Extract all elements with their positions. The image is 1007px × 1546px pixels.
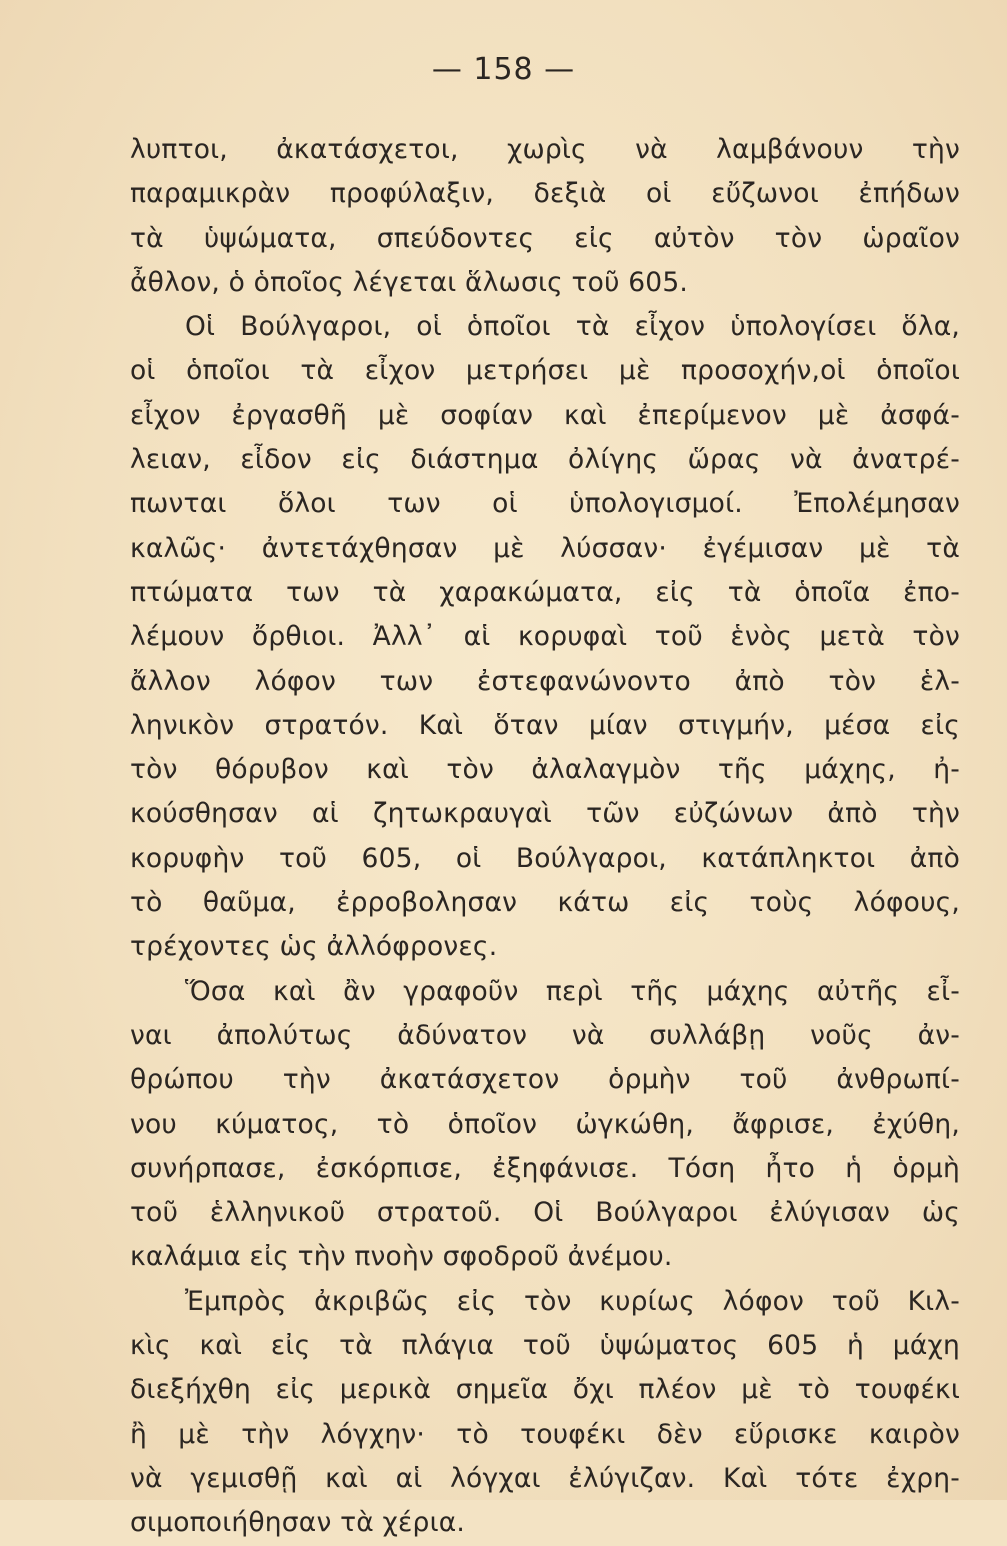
text-line: πωνται ὅλοι των οἱ ὑπολογισμοί. Ἐπολέμησαν: [130, 488, 960, 520]
text-line: Ὅσα καὶ ἂν γραφοῦν περὶ τῆς μάχης αὐτῆς εἶ-: [185, 975, 960, 1007]
text-line: παραμικρὰν προφύλαξιν, δεξιὰ οἱ εὔζωνοι ἐπήδων: [130, 178, 960, 210]
text-line: διεξήχθη εἰς μερικὰ σημεῖα ὄχι πλέον μὲ τὸ τουφέκι: [130, 1374, 960, 1406]
text-line: λειαν, εἶδον εἰς διάστημα ὀλίγης ὥρας νὰ ἀνατρέ-: [130, 444, 960, 476]
text-line: τὸ θαῦμα, ἐρροβολησαν κάτω εἰς τοὺς λόφους,: [130, 887, 960, 919]
text-line: νου κύματος, τὸ ὁποῖον ὠγκώθη, ἄφρισε, ἐχύθη,: [130, 1108, 960, 1140]
text-line: εἶχον ἐργασθῆ μὲ σοφίαν καὶ ἐπερίμενον μὲ ἀσφά-: [130, 399, 960, 431]
page-number: — 158 —: [431, 52, 576, 87]
text-line: Ἐμπρὸς ἀκριβῶς εἰς τὸν κυρίως λόφον τοῦ Κιλ-: [185, 1285, 960, 1317]
text-line: σιμοποιήθησαν τὰ χέρια.: [130, 1507, 466, 1539]
text-line: συνήρπασε, ἐσκόρπισε, ἐξηφάνισε. Τόση ἦτο ἡ ὁρμὴ: [130, 1152, 960, 1184]
text-line: νὰ γεμισθῇ καὶ αἱ λόγχαι ἐλύγιζαν. Καὶ τότε ἐχρη-: [130, 1462, 960, 1494]
text-line: ναι ἀπολύτως ἀδύνατον νὰ συλλάβῃ νοῦς ἀν-: [130, 1019, 960, 1051]
text-line: τοῦ ἑλληνικοῦ στρατοῦ. Οἱ Βούλγαροι ἐλύγισαν ὡς: [130, 1197, 960, 1229]
text-line: Οἱ Βούλγαροι, οἱ ὁποῖοι τὰ εἶχον ὑπολογίσει ὅλα,: [185, 311, 960, 343]
body-text: [130, 128, 960, 1546]
text-line: καλῶς· ἀντετάχθησαν μὲ λύσσαν· ἐγέμισαν μὲ τὰ: [130, 532, 960, 564]
text-line: ληνικὸν στρατόν. Καὶ ὅταν μίαν στιγμήν, μέσα εἰς: [130, 709, 960, 741]
text-line: λυπτοι, ἀκατάσχετοι, χωρὶς νὰ λαμβάνουν τὴν: [130, 134, 960, 165]
text-line: λέμουν ὄρθιοι. Ἀλλ᾽ αἱ κορυφαὶ τοῦ ἑνὸς μετὰ τὸν: [130, 621, 960, 653]
text-line: οἱ ὁποῖοι τὰ εἶχον μετρήσει μὲ προσοχήν,οἱ ὁποῖοι: [130, 355, 960, 387]
text-line: θρώπου τὴν ἀκατάσχετον ὁρμὴν τοῦ ἀνθρωπί-: [130, 1064, 960, 1096]
text-line: τρέχοντες ὡς ἀλλόφρονες.: [130, 931, 498, 963]
text-line: κούσθησαν αἱ ζητωκραυγαὶ τῶν εὐζώνων ἀπὸ τὴν: [130, 798, 960, 830]
text-line: τὸν θόρυβον καὶ τὸν ἀλαλαγμὸν τῆς μάχης, ἠ-: [130, 754, 960, 786]
text-line: κὶς καὶ εἰς τὰ πλάγια τοῦ ὑψώματος 605 ἡ μάχη: [130, 1330, 960, 1362]
text-line: ἆθλον, ὁ ὁποῖος λέγεται ἅλωσις τοῦ 605.: [130, 266, 689, 298]
text-line: κορυφὴν τοῦ 605, οἱ Βούλγαροι, κατάπληκτοι ἀπὸ: [130, 842, 960, 874]
text-line: καλάμια εἰς τὴν πνοὴν σφοδροῦ ἀνέμου.: [130, 1241, 673, 1273]
text-line: πτώματα των τὰ χαρακώματα, εἰς τὰ ὁποῖα ἐπο-: [130, 576, 960, 608]
text-line: ἄλλον λόφον των ἐστεφανώνοντο ἀπὸ τὸν ἑλ-: [130, 665, 960, 697]
text-line: ἢ μὲ τὴν λόγχην· τὸ τουφέκι δὲν εὕρισκε καιρὸν: [130, 1418, 960, 1450]
text-line: τὰ ὑψώματα, σπεύδοντες εἰς αὐτὸν τὸν ὡραῖον: [130, 222, 960, 254]
